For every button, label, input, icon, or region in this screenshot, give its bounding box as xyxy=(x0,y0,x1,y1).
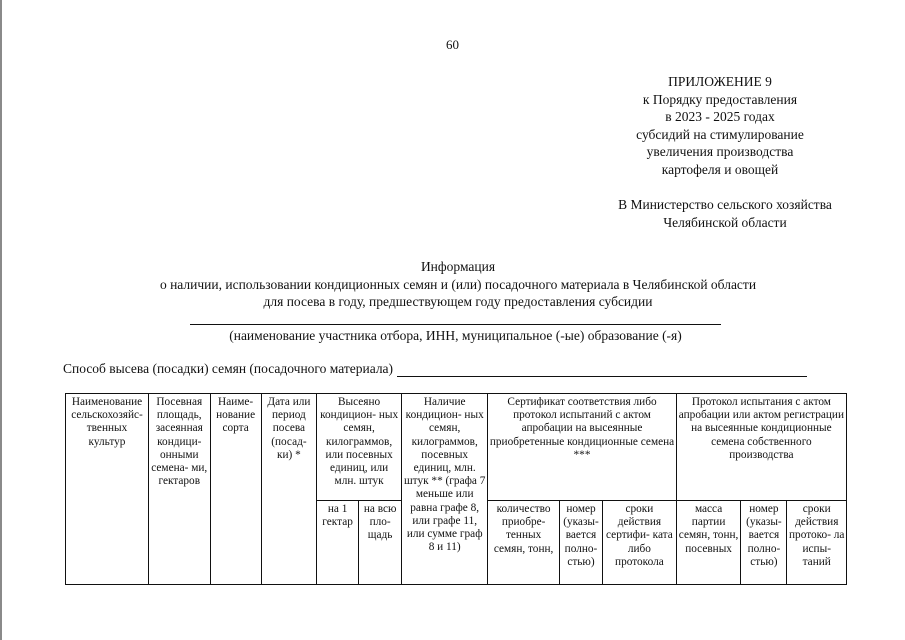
sowing-method-row xyxy=(63,361,807,377)
header-cert-quantity: количество приобре- тенных семян, тонн, xyxy=(488,501,560,585)
header-test-protocol: Протокол испытания с актом апробации или актом регистрации на высеянные кондиционные семена собственного производства xyxy=(676,394,846,501)
header-certificate: Сертификат соответствия либо протокол испытаний с актом апробации на высеянные приобретенные кондиционные семена *** xyxy=(488,394,677,501)
header-sown-per-hectare: на 1 гектар xyxy=(317,501,359,585)
header-crop-name: Наименование сельскохозяйс- твенных культур xyxy=(66,394,149,585)
header-protocol-number: номер (указы- вается полно- стью) xyxy=(741,501,787,585)
header-protocol-mass: масса партии семян, тонн, посевных xyxy=(676,501,741,585)
appendix-title: ПРИЛОЖЕНИЕ 9 xyxy=(668,74,772,89)
seed-info-table xyxy=(65,393,847,585)
participant-name-line[interactable] xyxy=(190,324,721,325)
header-cert-number: номер (указы- вается полно- стью) xyxy=(559,501,602,585)
header-protocol-validity: сроки действия протоко- ла испы- таний xyxy=(787,501,847,585)
appendix-line: в 2023 - 2025 годах xyxy=(665,109,775,124)
participant-caption: (наименование участника отбора, ИНН, муниципальное (-ые) образование (-я) xyxy=(229,328,682,343)
addressee-line: В Министерство сельского хозяйства xyxy=(618,197,832,212)
appendix-line: субсидий на стимулирование xyxy=(636,126,804,142)
header-sown-area: Посевная площадь, засеянная кондици- онными семена- ми, гектаров xyxy=(149,394,210,585)
document-title: Информация xyxy=(420,259,496,274)
page-edge xyxy=(0,0,2,640)
appendix-block xyxy=(590,73,850,178)
document-subtitle: о наличии, использовании кондиционных семян и (или) посадочного материала в Челябинской области xyxy=(159,276,757,292)
appendix-line: увеличения производства xyxy=(646,144,794,159)
header-cert-validity: сроки действия сертифи- ката либо протокола xyxy=(603,501,677,585)
sowing-method-field[interactable] xyxy=(397,363,807,377)
header-sowing-date: Дата или период посева (посад- ки) * xyxy=(261,394,316,585)
addressee-line: Челябинской области xyxy=(663,214,787,230)
document-heading xyxy=(90,258,826,311)
page-number: 60 xyxy=(446,37,459,52)
header-sown-seeds: Высеяно кондицион- ных семян, килограммов, или посевных единиц, или млн. штук xyxy=(317,394,402,501)
header-variety: Наиме- нование сорта xyxy=(210,394,261,585)
header-available-seeds: Наличие кондицион- ных семян, килограммов, посевных единиц, млн. штук ** (графа 7 меньше или равна графе 8, или графе 11, или сумме граф 8 и 11) xyxy=(402,394,488,585)
header-sown-total-area: на всю пло- щадь xyxy=(359,501,402,585)
appendix-line: к Порядку предоставления xyxy=(642,91,798,107)
appendix-line: картофеля и овощей xyxy=(661,161,779,177)
document-subtitle: для посева в году, предшествующем году предоставления субсидии xyxy=(263,294,653,309)
addressee-block xyxy=(590,196,860,231)
sowing-method-label: Способ высева (посадки) семян (посадочного материала) xyxy=(63,361,394,376)
